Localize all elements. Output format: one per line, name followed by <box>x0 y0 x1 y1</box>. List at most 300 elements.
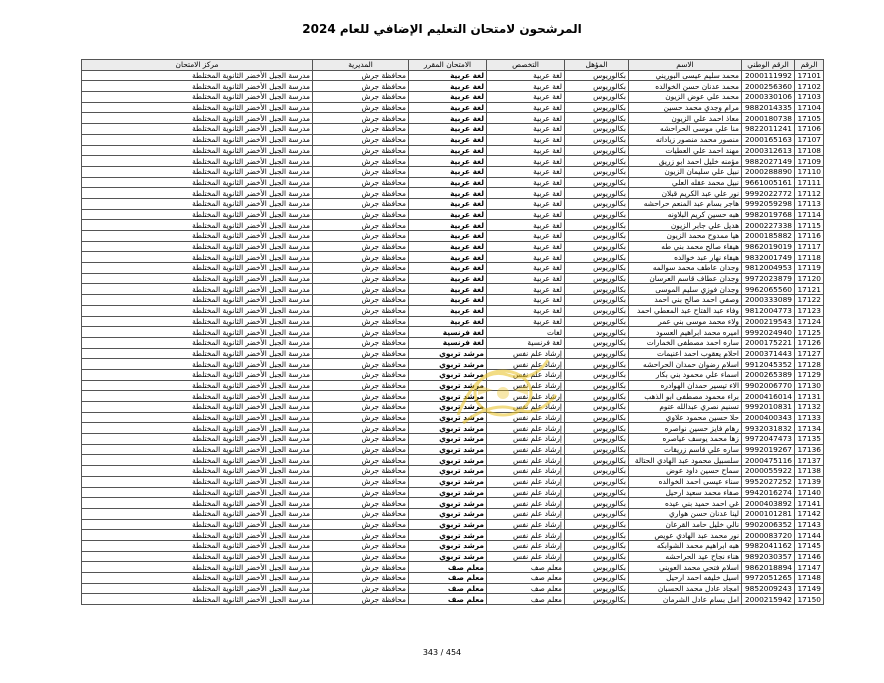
cell-national-id: 2000330106 <box>742 92 795 103</box>
cell-directorate: محافظة جرش <box>313 369 409 380</box>
cell-directorate: محافظة جرش <box>313 134 409 145</box>
cell-seq: 17112 <box>795 188 824 199</box>
cell-qualification: بكالوريوس <box>565 198 629 209</box>
cell-name: ساره علي قاسم زريقات <box>629 444 742 455</box>
cell-national-id: 9992022772 <box>742 188 795 199</box>
cell-seq: 17120 <box>795 273 824 284</box>
cell-qualification: بكالوريوس <box>565 348 629 359</box>
table-row <box>82 124 824 135</box>
cell-qualification: بكالوريوس <box>565 295 629 306</box>
cell-exam: لغة عربية <box>409 70 487 81</box>
cell-qualification: بكالوريوس <box>565 263 629 274</box>
cell-directorate: محافظة جرش <box>313 284 409 295</box>
cell-directorate: محافظة جرش <box>313 487 409 498</box>
cell-specialization: إرشاد علم نفس <box>487 348 565 359</box>
cell-specialization: إرشاد علم نفس <box>487 455 565 466</box>
cell-national-id: 9972047473 <box>742 434 795 445</box>
cell-name: هناء نجاح عيد الحراحشه <box>629 551 742 562</box>
cell-seq: 17150 <box>795 594 824 605</box>
cell-seq: 17130 <box>795 380 824 391</box>
cell-specialization: معلم صف <box>487 562 565 573</box>
cell-center: مدرسة الجبل الأخضر الثانوية المختلطة <box>82 273 313 284</box>
cell-center: مدرسة الجبل الأخضر الثانوية المختلطة <box>82 295 313 306</box>
cell-directorate: محافظة جرش <box>313 583 409 594</box>
table-row <box>82 241 824 252</box>
cell-seq: 17132 <box>795 402 824 413</box>
cell-name: هيفاء صالح محمد بني طه <box>629 241 742 252</box>
cell-directorate: محافظة جرش <box>313 359 409 370</box>
table-row <box>82 284 824 295</box>
cell-name: هيا ممدوح محمد الزيون <box>629 231 742 242</box>
cell-center: مدرسة الجبل الأخضر الثانوية المختلطة <box>82 145 313 156</box>
cell-seq: 17117 <box>795 241 824 252</box>
cell-name: هيفاء نهار عبد خوالده <box>629 252 742 263</box>
table-row <box>82 113 824 124</box>
cell-specialization: لغة عربية <box>487 252 565 263</box>
cell-specialization: لغة عربية <box>487 188 565 199</box>
cell-specialization: إرشاد علم نفس <box>487 476 565 487</box>
cell-seq: 17144 <box>795 530 824 541</box>
cell-seq: 17101 <box>795 70 824 81</box>
cell-exam: مرشد تربوي <box>409 540 487 551</box>
cell-exam: مرشد تربوي <box>409 391 487 402</box>
cell-seq: 17137 <box>795 455 824 466</box>
cell-seq: 17126 <box>795 337 824 348</box>
cell-seq: 17141 <box>795 498 824 509</box>
cell-qualification: بكالوريوس <box>565 508 629 519</box>
cell-center: مدرسة الجبل الأخضر الثانوية المختلطة <box>82 134 313 145</box>
cell-name: صفاء محمد سعيد ارحيل <box>629 487 742 498</box>
cell-directorate: محافظة جرش <box>313 188 409 199</box>
page-number: 343 / 454 <box>422 648 462 657</box>
cell-specialization: إرشاد علم نفس <box>487 487 565 498</box>
table-row <box>82 70 824 81</box>
cell-national-id: 9882027149 <box>742 156 795 167</box>
cell-center: مدرسة الجبل الأخضر الثانوية المختلطة <box>82 102 313 113</box>
table-row <box>82 391 824 402</box>
cell-name: وجدان عاطف محمد سوالمه <box>629 263 742 274</box>
cell-directorate: محافظة جرش <box>313 508 409 519</box>
cell-exam: مرشد تربوي <box>409 402 487 413</box>
cell-exam: لغة عربية <box>409 263 487 274</box>
cell-directorate: محافظة جرش <box>313 327 409 338</box>
cell-center: مدرسة الجبل الأخضر الثانوية المختلطة <box>82 124 313 135</box>
cell-center: مدرسة الجبل الأخضر الثانوية المختلطة <box>82 316 313 327</box>
table-row <box>82 562 824 573</box>
cell-name: امل بسام عادل الشرمان <box>629 594 742 605</box>
cell-specialization: لغة عربية <box>487 231 565 242</box>
cell-qualification: بكالوريوس <box>565 412 629 423</box>
cell-directorate: محافظة جرش <box>313 402 409 413</box>
cell-qualification: بكالوريوس <box>565 81 629 92</box>
cell-specialization: إرشاد علم نفس <box>487 369 565 380</box>
cell-specialization: لغة فرنسية <box>487 337 565 348</box>
cell-seq: 17140 <box>795 487 824 498</box>
cell-national-id: 2000111992 <box>742 70 795 81</box>
cell-name: حلا حسين محمود علاوي <box>629 412 742 423</box>
cell-center: مدرسة الجبل الأخضر الثانوية المختلطة <box>82 434 313 445</box>
cell-seq: 17105 <box>795 113 824 124</box>
cell-name: محمد سليم عيسى البوريني <box>629 70 742 81</box>
cell-seq: 17142 <box>795 508 824 519</box>
table-row <box>82 402 824 413</box>
cell-qualification: بكالوريوس <box>565 231 629 242</box>
cell-center: مدرسة الجبل الأخضر الثانوية المختلطة <box>82 348 313 359</box>
table-row <box>82 273 824 284</box>
cell-name: اميره محمد ابراهيم العسود <box>629 327 742 338</box>
cell-center: مدرسة الجبل الأخضر الثانوية المختلطة <box>82 70 313 81</box>
cell-center: مدرسة الجبل الأخضر الثانوية المختلطة <box>82 231 313 242</box>
cell-name: مؤمنه خليل احمد ابو زريق <box>629 156 742 167</box>
cell-national-id: 9942016274 <box>742 487 795 498</box>
cell-qualification: بكالوريوس <box>565 530 629 541</box>
cell-directorate: محافظة جرش <box>313 70 409 81</box>
cell-exam: لغة عربية <box>409 198 487 209</box>
table-row <box>82 252 824 263</box>
table-row <box>82 540 824 551</box>
cell-center: مدرسة الجبل الأخضر الثانوية المختلطة <box>82 476 313 487</box>
cell-national-id: 9832001749 <box>742 252 795 263</box>
cell-specialization: إرشاد علم نفس <box>487 391 565 402</box>
cell-seq: 17129 <box>795 369 824 380</box>
cell-national-id: 2000180738 <box>742 113 795 124</box>
cell-exam: مرشد تربوي <box>409 412 487 423</box>
cell-exam: مرشد تربوي <box>409 380 487 391</box>
cell-specialization: إرشاد علم نفس <box>487 380 565 391</box>
cell-exam: مرشد تربوي <box>409 519 487 530</box>
cell-qualification: بكالوريوس <box>565 316 629 327</box>
cell-name: منصور محمد منصور زياداته <box>629 134 742 145</box>
cell-national-id: 2000416014 <box>742 391 795 402</box>
cell-name: وجدان عطاف قاسم العرسان <box>629 273 742 284</box>
cell-seq: 17147 <box>795 562 824 573</box>
cell-exam: مرشد تربوي <box>409 551 487 562</box>
cell-exam: مرشد تربوي <box>409 498 487 509</box>
cell-exam: مرشد تربوي <box>409 348 487 359</box>
cell-name: مرام وجدي محمد حسين <box>629 102 742 113</box>
cell-directorate: محافظة جرش <box>313 337 409 348</box>
cell-name: اسلام رضوان حمدان الحراحشه <box>629 359 742 370</box>
cell-national-id: 9982019768 <box>742 209 795 220</box>
cell-qualification: بكالوريوس <box>565 305 629 316</box>
cell-qualification: بكالوريوس <box>565 423 629 434</box>
cell-name: سناء عيسى احمد الخوالده <box>629 476 742 487</box>
cell-center: مدرسة الجبل الأخضر الثانوية المختلطة <box>82 583 313 594</box>
cell-name: وجدان فوزي سليم الموسى <box>629 284 742 295</box>
cell-qualification: بكالوريوس <box>565 177 629 188</box>
cell-specialization: لغة عربية <box>487 241 565 252</box>
cell-exam: لغة عربية <box>409 188 487 199</box>
cell-name: اسلام فتحي محمد العويني <box>629 562 742 573</box>
cell-directorate: محافظة جرش <box>313 455 409 466</box>
cell-specialization: إرشاد علم نفس <box>487 402 565 413</box>
cell-center: مدرسة الجبل الأخضر الثانوية المختلطة <box>82 241 313 252</box>
header-seq: الرقم <box>795 60 824 71</box>
cell-center: مدرسة الجبل الأخضر الثانوية المختلطة <box>82 166 313 177</box>
cell-national-id: 9972051265 <box>742 573 795 584</box>
cell-seq: 17145 <box>795 540 824 551</box>
cell-national-id: 2000400343 <box>742 412 795 423</box>
header-exam: الامتحان المقرر <box>409 60 487 71</box>
cell-name: نالي خليل حامد القرعان <box>629 519 742 530</box>
cell-directorate: محافظة جرش <box>313 551 409 562</box>
cell-seq: 17121 <box>795 284 824 295</box>
table-row <box>82 530 824 541</box>
header-center: مركز الامتحان <box>82 60 313 71</box>
cell-specialization: معلم صف <box>487 573 565 584</box>
cell-specialization: إرشاد علم نفس <box>487 530 565 541</box>
cell-seq: 17108 <box>795 145 824 156</box>
cell-national-id: 9952027252 <box>742 476 795 487</box>
cell-seq: 17146 <box>795 551 824 562</box>
table-row <box>82 134 824 145</box>
cell-specialization: إرشاد علم نفس <box>487 498 565 509</box>
table-row <box>82 263 824 274</box>
cell-directorate: محافظة جرش <box>313 348 409 359</box>
cell-name: مهند احمد علي العطيات <box>629 145 742 156</box>
cell-center: مدرسة الجبل الأخضر الثانوية المختلطة <box>82 551 313 562</box>
cell-seq: 17109 <box>795 156 824 167</box>
cell-seq: 17149 <box>795 583 824 594</box>
cell-directorate: محافظة جرش <box>313 263 409 274</box>
cell-seq: 17123 <box>795 305 824 316</box>
cell-qualification: بكالوريوس <box>565 466 629 477</box>
cell-center: مدرسة الجبل الأخضر الثانوية المختلطة <box>82 402 313 413</box>
cell-name: غي احمد حميد بني عيده <box>629 498 742 509</box>
table-row <box>82 102 824 113</box>
cell-seq: 17128 <box>795 359 824 370</box>
cell-qualification: بكالوريوس <box>565 124 629 135</box>
cell-national-id: 2000185882 <box>742 231 795 242</box>
cell-seq: 17110 <box>795 166 824 177</box>
cell-exam: معلم صف <box>409 583 487 594</box>
cell-specialization: لغة عربية <box>487 316 565 327</box>
cell-directorate: محافظة جرش <box>313 113 409 124</box>
cell-seq: 17138 <box>795 466 824 477</box>
cell-center: مدرسة الجبل الأخضر الثانوية المختلطة <box>82 92 313 103</box>
cell-exam: لغة عربية <box>409 177 487 188</box>
cell-qualification: بكالوريوس <box>565 455 629 466</box>
cell-national-id: 9812004953 <box>742 263 795 274</box>
table-row <box>82 231 824 242</box>
table-row <box>82 198 824 209</box>
table-row <box>82 466 824 477</box>
cell-exam: معلم صف <box>409 594 487 605</box>
cell-center: مدرسة الجبل الأخضر الثانوية المختلطة <box>82 594 313 605</box>
table-row <box>82 369 824 380</box>
cell-exam: لغة عربية <box>409 220 487 231</box>
cell-national-id: 9962065560 <box>742 284 795 295</box>
cell-directorate: محافظة جرش <box>313 412 409 423</box>
cell-national-id: 2000219543 <box>742 316 795 327</box>
header-directorate: المديرية <box>313 60 409 71</box>
cell-specialization: لغة عربية <box>487 134 565 145</box>
cell-name: ساره احمد مصطفى الخمارات <box>629 337 742 348</box>
cell-exam: لغة عربية <box>409 316 487 327</box>
cell-center: مدرسة الجبل الأخضر الثانوية المختلطة <box>82 284 313 295</box>
cell-center: مدرسة الجبل الأخضر الثانوية المختلطة <box>82 423 313 434</box>
cell-seq: 17125 <box>795 327 824 338</box>
header-qualification: المؤهل <box>565 60 629 71</box>
cell-specialization: لغة عربية <box>487 145 565 156</box>
cell-center: مدرسة الجبل الأخضر الثانوية المختلطة <box>82 327 313 338</box>
cell-qualification: بكالوريوس <box>565 273 629 284</box>
cell-national-id: 9992059298 <box>742 198 795 209</box>
cell-national-id: 9992010831 <box>742 402 795 413</box>
cell-exam: مرشد تربوي <box>409 508 487 519</box>
cell-national-id: 2000101281 <box>742 508 795 519</box>
cell-qualification: بكالوريوس <box>565 102 629 113</box>
cell-specialization: إرشاد علم نفس <box>487 519 565 530</box>
cell-qualification: بكالوريوس <box>565 166 629 177</box>
cell-name: ولاء محمد موسى بني عمر <box>629 316 742 327</box>
cell-national-id: 2000227338 <box>742 220 795 231</box>
cell-name: تسنيم نصري عبدالله عتوم <box>629 402 742 413</box>
cell-center: مدرسة الجبل الأخضر الثانوية المختلطة <box>82 573 313 584</box>
cell-national-id: 2000256360 <box>742 81 795 92</box>
cell-directorate: محافظة جرش <box>313 124 409 135</box>
table-row <box>82 305 824 316</box>
cell-name: هبه حسين كريم البلاونه <box>629 209 742 220</box>
cell-specialization: إرشاد علم نفس <box>487 540 565 551</box>
header-specialization: التخصص <box>487 60 565 71</box>
table-row <box>82 327 824 338</box>
cell-national-id: 9862018894 <box>742 562 795 573</box>
cell-center: مدرسة الجبل الأخضر الثانوية المختلطة <box>82 412 313 423</box>
cell-center: مدرسة الجبل الأخضر الثانوية المختلطة <box>82 455 313 466</box>
cell-qualification: بكالوريوس <box>565 476 629 487</box>
table-row <box>82 220 824 231</box>
cell-exam: مرشد تربوي <box>409 466 487 477</box>
cell-seq: 17103 <box>795 92 824 103</box>
table-header-row <box>82 60 824 71</box>
cell-seq: 17148 <box>795 573 824 584</box>
cell-national-id: 9822011241 <box>742 124 795 135</box>
cell-center: مدرسة الجبل الأخضر الثانوية المختلطة <box>82 498 313 509</box>
table-row <box>82 348 824 359</box>
cell-qualification: بكالوريوس <box>565 145 629 156</box>
cell-specialization: لغة عربية <box>487 81 565 92</box>
cell-national-id: 2000055922 <box>742 466 795 477</box>
cell-directorate: محافظة جرش <box>313 380 409 391</box>
cell-directorate: محافظة جرش <box>313 305 409 316</box>
cell-qualification: بكالوريوس <box>565 337 629 348</box>
cell-exam: لغة عربية <box>409 156 487 167</box>
cell-qualification: بكالوريوس <box>565 391 629 402</box>
cell-exam: مرشد تربوي <box>409 369 487 380</box>
table-row <box>82 337 824 348</box>
cell-exam: لغة عربية <box>409 102 487 113</box>
cell-qualification: بكالوريوس <box>565 434 629 445</box>
cell-directorate: محافظة جرش <box>313 423 409 434</box>
cell-exam: معلم صف <box>409 573 487 584</box>
cell-national-id: 9661005161 <box>742 177 795 188</box>
cell-directorate: محافظة جرش <box>313 220 409 231</box>
table-row <box>82 359 824 370</box>
table-row <box>82 487 824 498</box>
cell-seq: 17118 <box>795 252 824 263</box>
table-row <box>82 412 824 423</box>
cell-name: سلسبيل محمود عبد الهادي الحتالة <box>629 455 742 466</box>
cell-seq: 17127 <box>795 348 824 359</box>
cell-name: نور محمد عبد الهادي عويص <box>629 530 742 541</box>
table-row <box>82 434 824 445</box>
cell-exam: لغة عربية <box>409 241 487 252</box>
cell-exam: مرشد تربوي <box>409 444 487 455</box>
cell-directorate: محافظة جرش <box>313 444 409 455</box>
cell-national-id: 2000403892 <box>742 498 795 509</box>
cell-exam: لغة عربية <box>409 166 487 177</box>
table-row <box>82 594 824 605</box>
cell-exam: لغة عربية <box>409 209 487 220</box>
cell-specialization: إرشاد علم نفس <box>487 508 565 519</box>
cell-seq: 17111 <box>795 177 824 188</box>
cell-center: مدرسة الجبل الأخضر الثانوية المختلطة <box>82 466 313 477</box>
cell-qualification: بكالوريوس <box>565 380 629 391</box>
cell-exam: لغة فرنسية <box>409 337 487 348</box>
cell-name: احلام يعقوب احمد اعنيمات <box>629 348 742 359</box>
cell-national-id: 9862019019 <box>742 241 795 252</box>
cell-exam: مرشد تربوي <box>409 455 487 466</box>
cell-name: نبيل محمد عقله العلي <box>629 177 742 188</box>
table-row <box>82 583 824 594</box>
cell-specialization: إرشاد علم نفس <box>487 423 565 434</box>
cell-center: مدرسة الجبل الأخضر الثانوية المختلطة <box>82 487 313 498</box>
cell-directorate: محافظة جرش <box>313 562 409 573</box>
cell-national-id: 9882014335 <box>742 102 795 113</box>
table-body <box>82 70 824 604</box>
cell-center: مدرسة الجبل الأخضر الثانوية المختلطة <box>82 540 313 551</box>
cell-directorate: محافظة جرش <box>313 145 409 156</box>
cell-qualification: بكالوريوس <box>565 594 629 605</box>
cell-seq: 17122 <box>795 295 824 306</box>
cell-national-id: 9852009243 <box>742 583 795 594</box>
cell-seq: 17135 <box>795 434 824 445</box>
cell-name: اسيل خليفه احمد ارحيل <box>629 573 742 584</box>
cell-directorate: محافظة جرش <box>313 476 409 487</box>
cell-qualification: بكالوريوس <box>565 573 629 584</box>
cell-national-id: 2000165163 <box>742 134 795 145</box>
table-row <box>82 498 824 509</box>
cell-qualification: بكالوريوس <box>565 113 629 124</box>
table-row <box>82 156 824 167</box>
cell-national-id: 9812004773 <box>742 305 795 316</box>
cell-center: مدرسة الجبل الأخضر الثانوية المختلطة <box>82 369 313 380</box>
cell-directorate: محافظة جرش <box>313 81 409 92</box>
cell-center: مدرسة الجبل الأخضر الثانوية المختلطة <box>82 156 313 167</box>
cell-name: محمد علي عوض الزيون <box>629 92 742 103</box>
cell-national-id: 2000265389 <box>742 369 795 380</box>
cell-qualification: بكالوريوس <box>565 498 629 509</box>
cell-seq: 17131 <box>795 391 824 402</box>
cell-specialization: لغة عربية <box>487 198 565 209</box>
cell-center: مدرسة الجبل الأخضر الثانوية المختلطة <box>82 220 313 231</box>
cell-name: وفاء عبد الفتاح عبد المعطي احمد <box>629 305 742 316</box>
table-row <box>82 455 824 466</box>
cell-qualification: بكالوريوس <box>565 551 629 562</box>
cell-directorate: محافظة جرش <box>313 231 409 242</box>
cell-national-id: 9892030357 <box>742 551 795 562</box>
cell-exam: لغة عربية <box>409 113 487 124</box>
cell-center: مدرسة الجبل الأخضر الثانوية المختلطة <box>82 359 313 370</box>
cell-specialization: لغة عربية <box>487 273 565 284</box>
cell-name: هديل علي جابر الزيون <box>629 220 742 231</box>
table-row <box>82 519 824 530</box>
cell-national-id: 9982041162 <box>742 540 795 551</box>
cell-center: مدرسة الجبل الأخضر الثانوية المختلطة <box>82 530 313 541</box>
cell-specialization: معلم صف <box>487 594 565 605</box>
cell-qualification: بكالوريوس <box>565 220 629 231</box>
